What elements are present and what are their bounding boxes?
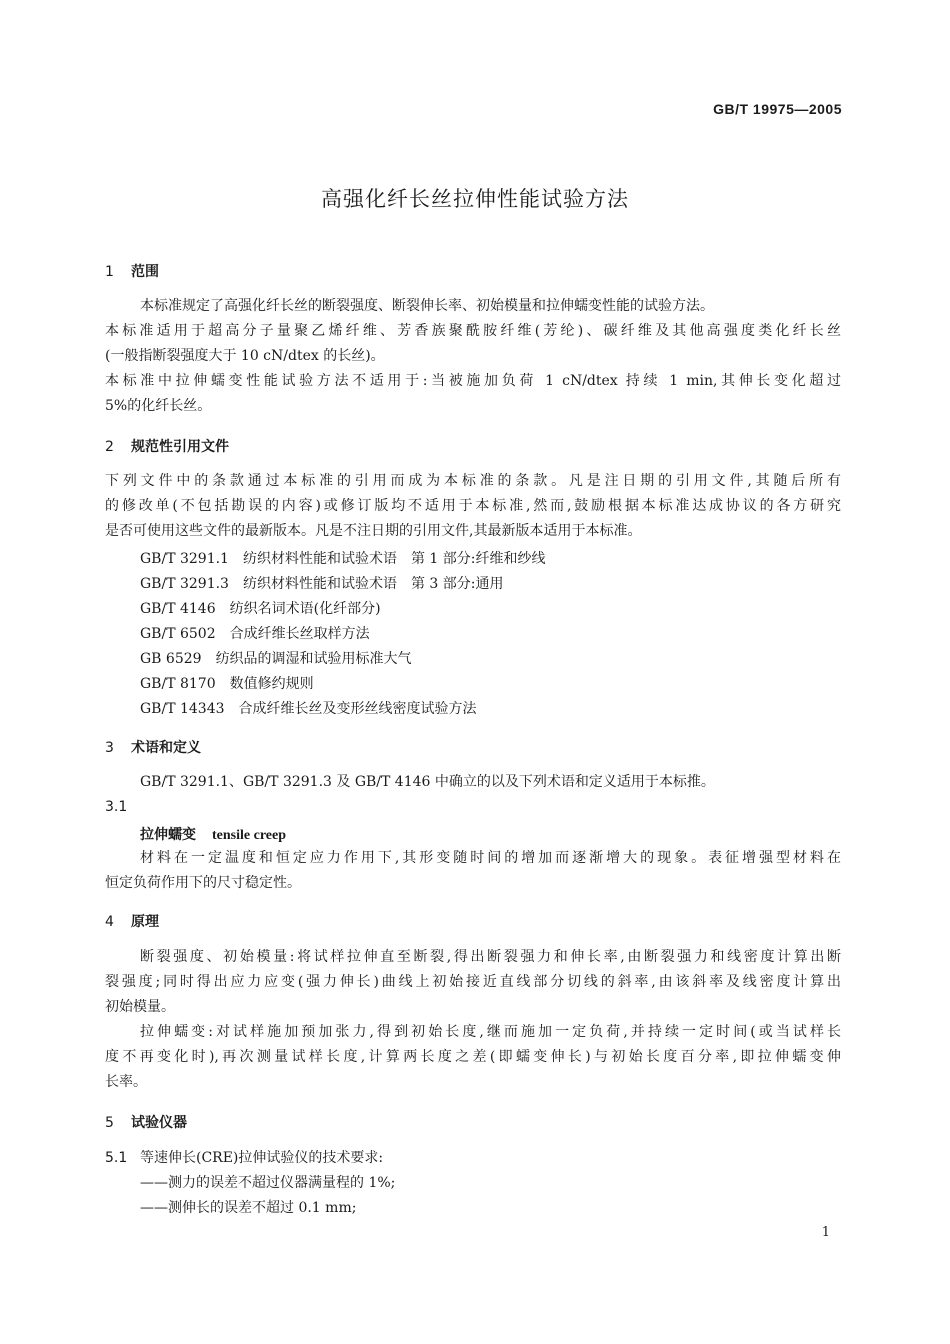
paragraph-line: 恒定负荷作用下的尺寸稳定性。 bbox=[105, 875, 301, 891]
reference-title: 数值修约规则 bbox=[229, 676, 314, 692]
section-2-heading bbox=[105, 436, 229, 456]
reference-code: GB/T 4146 bbox=[140, 601, 216, 617]
list-item: ——测伸长的误差不超过 0.1 mm; bbox=[140, 1200, 357, 1216]
section-number: 3 bbox=[105, 740, 114, 756]
document-title: 高强化纤长丝拉伸性能试验方法 bbox=[321, 187, 629, 211]
subsection-number: 5.1 bbox=[105, 1150, 128, 1166]
paragraph-line: 材料在一定温度和恒定应力作用下,其形变随时间的增加而逐渐增大的现象。表征增强型材料在 bbox=[140, 850, 841, 866]
subsection-number: 3.1 bbox=[105, 799, 128, 815]
paragraph-line: 长率。 bbox=[105, 1074, 147, 1090]
reference-title: 纺织品的调湿和试验用标准大气 bbox=[215, 651, 412, 667]
paragraph: 本标准规定了高强化纤长丝的断裂强度、断裂伸长率、初始模量和拉伸蠕变性能的试验方法。 bbox=[140, 298, 714, 314]
paragraph-line: 5%的化纤长丝。 bbox=[105, 398, 212, 414]
paragraph-line: 下列文件中的条款通过本标准的引用而成为本标准的条款。凡是注日期的引用文件,其随后所有 bbox=[105, 473, 841, 489]
reference-code: GB/T 14343 bbox=[140, 701, 225, 717]
paragraph-line: 本标准中拉伸蠕变性能试验方法不适用于:当被施加负荷 1 cN/dtex 持续 1 min,其伸长变化超过 bbox=[105, 373, 841, 389]
subsection-text: 等速伸长(CRE)拉伸试验仪的技术要求: bbox=[140, 1150, 384, 1166]
reference-title: 纺织材料性能和试验术语 第 3 部分:通用 bbox=[242, 576, 504, 592]
reference-title: 合成纤维长丝及变形丝线密度试验方法 bbox=[238, 701, 477, 717]
reference-title: 纺织材料性能和试验术语 第 1 部分:纤维和纱线 bbox=[242, 551, 546, 567]
term-chinese: 拉伸蠕变 bbox=[140, 827, 196, 843]
reference-title: 合成纤维长丝取样方法 bbox=[229, 626, 370, 642]
reference-item bbox=[140, 573, 504, 593]
paragraph-line: 拉伸蠕变:对试样施加预加张力,得到初始长度,继而施加一定负荷,并持续一定时间(或当试样长 bbox=[140, 1024, 841, 1040]
section-3-heading bbox=[105, 737, 201, 757]
term-entry bbox=[140, 824, 286, 844]
section-title: 原理 bbox=[131, 914, 159, 930]
reference-item bbox=[140, 623, 370, 643]
standard-number: GB/T 19975—2005 bbox=[713, 101, 842, 117]
paragraph-line: (一般指断裂强度大于 10 cN/dtex 的长丝)。 bbox=[105, 348, 385, 364]
reference-code: GB/T 3291.3 bbox=[140, 576, 229, 592]
section-number: 1 bbox=[105, 264, 114, 280]
reference-item bbox=[140, 598, 381, 618]
term-english: tensile creep bbox=[212, 828, 286, 843]
section-number: 5 bbox=[105, 1115, 114, 1131]
reference-item bbox=[140, 548, 546, 568]
reference-code: GB/T 3291.1 bbox=[140, 551, 229, 567]
section-number: 2 bbox=[105, 439, 114, 455]
section-5-heading bbox=[105, 1112, 187, 1132]
paragraph-line: 裂强度;同时得出应力应变(强力伸长)曲线上初始接近直线部分切线的斜率,由该斜率及线密度计算出 bbox=[105, 974, 841, 990]
section-title: 规范性引用文件 bbox=[131, 439, 229, 455]
reference-title: 纺织名词术语(化纤部分) bbox=[229, 601, 381, 617]
section-4-heading bbox=[105, 911, 159, 931]
paragraph-line: 的修改单(不包括勘误的内容)或修订版均不适用于本标准,然而,鼓励根据本标准达成协议的各方研究 bbox=[105, 498, 841, 514]
section-1-heading bbox=[105, 261, 159, 281]
page-number: 1 bbox=[821, 1225, 830, 1240]
paragraph: GB/T 3291.1、GB/T 3291.3 及 GB/T 4146 中确立的以及下列术语和定义适用于本标推。 bbox=[140, 774, 715, 790]
paragraph-line: 断裂强度、初始模量:将试样拉伸直至断裂,得出断裂强力和伸长率,由断裂强力和线密度计算出断 bbox=[140, 949, 841, 965]
reference-item bbox=[140, 698, 477, 718]
list-item: ——测力的误差不超过仪器满量程的 1%; bbox=[140, 1175, 396, 1191]
reference-item bbox=[140, 648, 412, 668]
reference-code: GB/T 8170 bbox=[140, 676, 216, 692]
paragraph-line: 度不再变化时),再次测量试样长度,计算两长度之差(即蠕变伸长)与初始长度百分率,即拉伸蠕变伸 bbox=[105, 1049, 841, 1065]
section-title: 术语和定义 bbox=[131, 740, 201, 756]
section-title: 试验仪器 bbox=[131, 1115, 187, 1131]
subsection-5-1 bbox=[105, 1146, 383, 1171]
section-number: 4 bbox=[105, 914, 114, 930]
reference-item bbox=[140, 673, 314, 693]
reference-code: GB/T 6502 bbox=[140, 626, 216, 642]
section-title: 范围 bbox=[131, 264, 159, 280]
paragraph-line: 是否可使用这些文件的最新版本。凡是不注日期的引用文件,其最新版本适用于本标准。 bbox=[105, 523, 642, 539]
paragraph-line: 本标准适用于超高分子量聚乙烯纤维、芳香族聚酰胺纤维(芳纶)、碳纤维及其他高强度类化纤长丝 bbox=[105, 323, 841, 339]
paragraph-line: 初始模量。 bbox=[105, 999, 175, 1015]
reference-code: GB 6529 bbox=[140, 651, 202, 667]
